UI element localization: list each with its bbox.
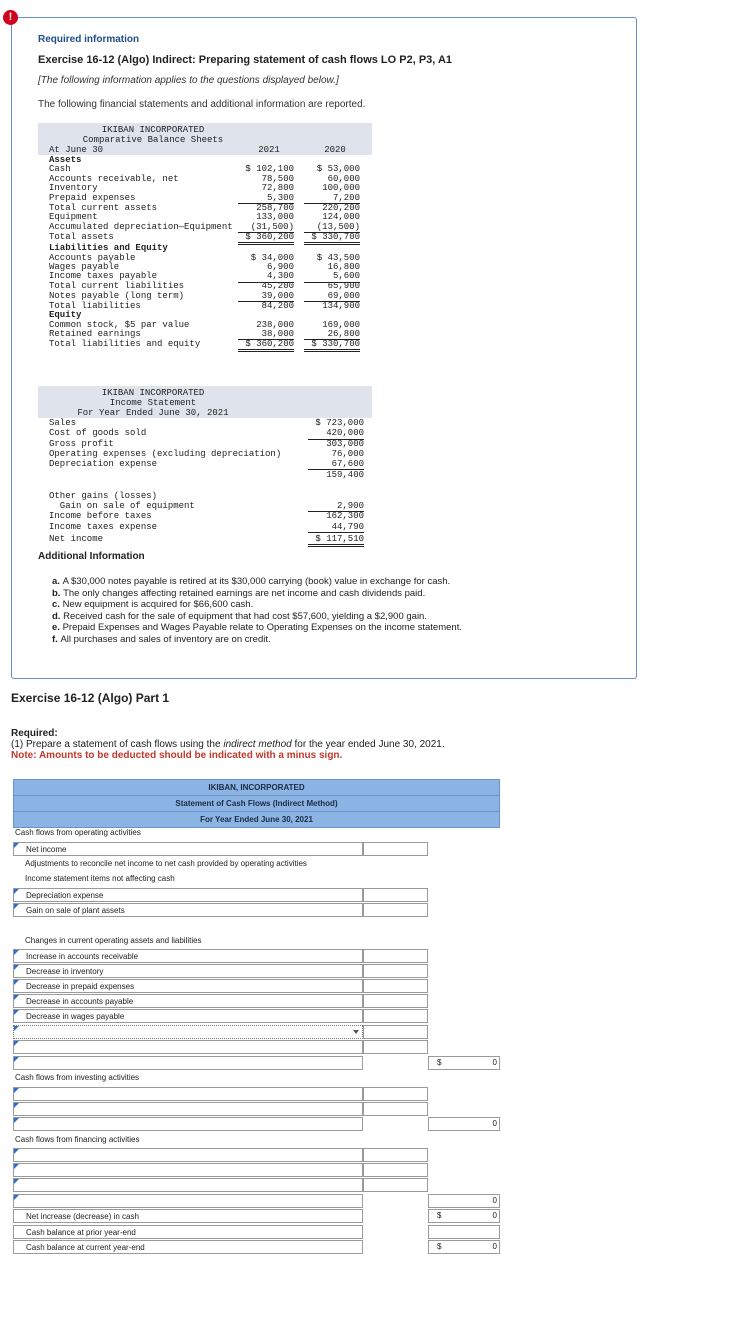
decrease-prepaid-amount[interactable] — [363, 979, 428, 993]
balance-sheet-value-2020: 134,900 — [322, 300, 360, 311]
financing-amount-2[interactable] — [363, 1163, 428, 1177]
income-statement-row-label: Income before taxes — [49, 511, 152, 522]
required-text: (1) Prepare a statement of cash flows using the indirect method for the year ended June 30, 2021. — [11, 739, 445, 750]
balance-sheet-value-2021: 72,800 — [261, 183, 294, 194]
operating-account-dropdown[interactable] — [13, 1025, 363, 1039]
income-statement-value: 159,400 — [326, 469, 364, 480]
additional-item — [52, 611, 462, 623]
balance-sheet-value-2020: 124,000 — [322, 212, 360, 223]
part-title: Exercise 16-12 (Algo) Part 1 — [11, 691, 170, 705]
decrease-prepaid-label: Decrease in prepaid expenses — [13, 979, 363, 993]
income-statement-value: 76,000 — [331, 448, 364, 459]
balance-sheet-value-2021: 39,000 — [238, 291, 294, 302]
form-row — [13, 964, 500, 978]
form-row — [13, 1133, 500, 1147]
additional-information-title: Additional Information — [38, 551, 145, 562]
column-2020: 2020 — [324, 145, 346, 155]
additional-item-key: f. — [52, 633, 61, 645]
balance-sheet-value-2021: 38,000 — [238, 329, 294, 340]
income-statement-value: $ 723,000 — [315, 418, 364, 428]
net-investing-label-input[interactable] — [13, 1117, 363, 1131]
balance-sheet-value-2020: 26,800 — [304, 329, 360, 340]
decrease-inventory-label: Decrease in inventory — [13, 964, 363, 978]
balance-sheet-row-label: Notes payable (long term) — [49, 290, 185, 301]
income-statement-row-label: Cost of goods sold — [49, 428, 147, 439]
balance-sheet-value-2020: 69,000 — [304, 291, 360, 302]
form-row — [13, 1025, 500, 1039]
form-row — [13, 1087, 500, 1101]
additional-item-text: Prepaid Expenses and Wages Payable relate to Operating Expenses on the income statement. — [62, 622, 462, 634]
required-label: Required: — [11, 728, 58, 739]
income-statement-value: 44,790 — [308, 522, 364, 533]
increase-ar-amount[interactable] — [363, 949, 428, 963]
adjustments-label: Adjustments to reconcile net income to net cash provided by operating activities — [25, 859, 307, 868]
form-row — [13, 1117, 500, 1131]
balance-sheet-row-label: Equipment — [49, 212, 98, 223]
additional-item — [52, 576, 462, 588]
balance-sheet-value-2020: 16,800 — [327, 261, 360, 272]
decrease-wages-label: Decrease in wages payable — [13, 1009, 363, 1023]
financing-amount-1[interactable] — [363, 1148, 428, 1162]
form-row — [13, 1209, 500, 1223]
balance-sheet-value-2021: $ 360,200 — [238, 339, 294, 352]
net-operating-label-input[interactable] — [13, 1056, 363, 1070]
net-investing-total-value: 0 — [492, 1119, 497, 1128]
additional-item-text: Received cash for the sale of equipment that had cost $57,600, yielding a $2,900 gain. — [63, 610, 427, 622]
balance-sheet-row-label: Wages payable — [49, 261, 120, 272]
balance-sheet-row-label: Total current assets — [49, 202, 158, 213]
balance-sheet-row-label: Accumulated depreciation—Equipment — [49, 221, 233, 232]
balance-sheet-value-2020: $ 330,700 — [304, 232, 360, 245]
balance-sheet-value-2020: 100,000 — [322, 183, 360, 194]
income-statement-title: Income Statement — [109, 398, 197, 408]
non-cash-items-label: Income statement items not affecting cash — [25, 874, 175, 883]
balance-sheet-date: At June 30 — [49, 145, 104, 155]
changes-label: Changes in current operating assets and liabilities — [25, 936, 202, 945]
cash-prior-amount[interactable] — [428, 1225, 500, 1239]
net-change-value: 0 — [492, 1211, 497, 1220]
income-statement-row-label: Income taxes expense — [49, 521, 158, 532]
balance-sheet-title: Comparative Balance Sheets — [82, 135, 224, 145]
income-statement-company: IKIBAN INCORPORATED — [101, 388, 205, 398]
income-statement-value: 2,900 — [308, 501, 364, 512]
balance-sheet-value-2020: 5,600 — [304, 271, 360, 282]
form-row — [13, 994, 500, 1008]
income-statement-period: For Year Ended June 30, 2021 — [77, 408, 229, 418]
depreciation-amount[interactable] — [363, 888, 428, 902]
applies-note: [The following information applies to the questions displayed below.] — [38, 75, 339, 86]
balance-sheet-value-2021: 4,300 — [238, 271, 294, 282]
additional-information-list — [52, 576, 462, 646]
operating-activities-header: Cash flows from operating activities — [15, 828, 141, 837]
balance-sheet-row-label: Total current liabilities — [49, 281, 185, 292]
financing-amount-3[interactable] — [363, 1178, 428, 1192]
form-row — [13, 1071, 500, 1085]
income-statement-value: 303,000 — [326, 438, 364, 449]
additional-item-key: e. — [52, 622, 63, 634]
income-statement-value: 162,300 — [326, 511, 364, 522]
balance-sheet-value-2020: 7,200 — [304, 193, 360, 204]
income-statement-row-label: Gross profit — [49, 438, 114, 449]
form-row — [13, 1148, 500, 1162]
net-financing-label-input[interactable] — [13, 1194, 363, 1208]
income-statement-value: 67,600 — [308, 459, 364, 470]
cash-flow-period: For Year Ended June 30, 2021 — [200, 815, 313, 824]
balance-sheet-value-2020: $ 43,500 — [316, 252, 360, 263]
financing-account-3[interactable] — [13, 1178, 363, 1192]
net-operating-total-value: 0 — [492, 1058, 497, 1067]
balance-sheet-row-label: Inventory — [49, 183, 98, 194]
balance-sheet-row-label: Retained earnings — [49, 329, 141, 340]
income-statement-value: $ 117,510 — [308, 534, 364, 547]
dollar-sign: $ — [437, 1058, 442, 1067]
additional-item — [52, 634, 462, 646]
balance-sheet-value-2021: $ 360,200 — [238, 232, 294, 245]
additional-item — [52, 622, 462, 634]
balance-sheet-value-2020: $ 330,700 — [304, 339, 360, 352]
operating-extra-amount[interactable] — [363, 1025, 428, 1039]
balance-sheet-value-2021: $ 102,100 — [245, 164, 294, 175]
income-statement-row-label: Other gains (losses) — [49, 490, 158, 501]
decrease-wages-amount[interactable] — [363, 1009, 428, 1023]
investing-amount-2[interactable] — [363, 1102, 428, 1116]
form-row — [13, 934, 500, 948]
balance-sheet-value-2020: (13,500) — [304, 222, 360, 233]
additional-item-text: New equipment is acquired for $66,600 cash. — [62, 599, 254, 611]
depreciation-expense-label: Depreciation expense — [13, 888, 363, 902]
additional-item-key: d. — [52, 610, 64, 622]
cash-current-value: 0 — [492, 1242, 497, 1251]
balance-sheet-value-2021: 258,700 — [256, 202, 294, 213]
income-statement-row-label: Depreciation expense — [49, 459, 158, 470]
form-row — [13, 1040, 500, 1054]
net-income-label: Net income — [13, 842, 363, 856]
dollar-sign: $ — [437, 1211, 442, 1220]
net-financing-total-value: 0 — [492, 1196, 497, 1205]
investing-account-1[interactable] — [13, 1087, 363, 1101]
form-row — [13, 826, 500, 840]
operating-extra-amount-2[interactable] — [363, 1040, 428, 1054]
form-row — [13, 903, 500, 917]
form-row — [13, 949, 500, 963]
balance-sheet-value-2021: 6,900 — [266, 261, 294, 272]
form-row — [13, 857, 500, 871]
balance-sheet-value-2021: 133,000 — [256, 212, 294, 223]
income-statement — [38, 386, 372, 544]
form-row — [13, 1240, 500, 1254]
balance-sheet-row-label: Prepaid expenses — [49, 192, 136, 203]
balance-sheet-value-2021: (31,500) — [238, 222, 294, 233]
form-row — [13, 918, 500, 932]
cash-flow-header — [13, 779, 500, 828]
investing-account-2[interactable] — [13, 1102, 363, 1116]
balance-sheet-row-label: Liabilities and Equity — [49, 243, 168, 254]
additional-item-key: a. — [52, 576, 63, 587]
form-row — [13, 888, 500, 902]
balance-sheet — [38, 123, 372, 350]
net-change-label: Net increase (decrease) in cash — [13, 1209, 363, 1223]
form-row — [13, 1163, 500, 1177]
balance-sheet-row-label: Accounts payable — [49, 252, 136, 263]
cash-current-label: Cash balance at current year-end — [13, 1240, 363, 1254]
chevron-down-icon — [353, 1030, 359, 1034]
income-statement-value: 420,000 — [308, 428, 364, 439]
form-row — [13, 979, 500, 993]
form-row — [13, 1009, 500, 1023]
operating-total-label-input[interactable] — [13, 1040, 363, 1054]
decrease-ap-label: Decrease in accounts payable — [13, 994, 363, 1008]
income-statement-row-label: Operating expenses (excluding depreciation) — [49, 448, 282, 459]
exercise-title: Exercise 16-12 (Algo) Indirect: Preparing statement of cash flows LO P2, P3, A1 — [38, 54, 453, 66]
investing-amount-1[interactable] — [363, 1087, 428, 1101]
form-row — [13, 1225, 500, 1239]
balance-sheet-value-2020: 220,200 — [322, 202, 360, 213]
additional-item-key: c. — [52, 599, 63, 611]
form-row — [13, 872, 500, 886]
balance-sheet-value-2020: 60,000 — [327, 173, 360, 184]
cash-flow-company: IKIBAN, INCORPORATED — [14, 780, 499, 796]
balance-sheet-row-label: Accounts receivable, net — [49, 173, 179, 184]
required-information-label: Required information — [38, 34, 140, 45]
balance-sheet-value-2021: $ 34,000 — [250, 252, 294, 263]
balance-sheet-row-label: Assets — [49, 155, 82, 165]
cash-flow-title: Statement of Cash Flows (Indirect Method) — [14, 796, 499, 812]
balance-sheet-row-label: Total assets — [49, 231, 114, 242]
cash-prior-label: Cash balance at prior year-end — [13, 1225, 363, 1239]
income-statement-row-label: Sales — [49, 418, 77, 428]
required-instructions — [11, 728, 445, 761]
additional-item — [52, 588, 462, 600]
column-2021: 2021 — [258, 145, 280, 155]
income-statement-row-label: Net income — [49, 534, 104, 544]
form-row — [13, 1194, 500, 1208]
balance-sheet-value-2020: $ 53,000 — [316, 164, 360, 175]
form-row — [13, 842, 500, 856]
balance-sheet-value-2021: 238,000 — [256, 319, 294, 330]
cash-flow-statement-form — [13, 779, 500, 1252]
balance-sheet-value-2020: 65,900 — [327, 281, 360, 292]
balance-sheet-value-2021: 45,200 — [261, 281, 294, 292]
financing-activities-header: Cash flows from financing activities — [15, 1135, 140, 1144]
balance-sheet-row-label: Income taxes payable — [49, 271, 158, 282]
additional-item-text: A $30,000 notes payable is retired at its $30,000 carrying (book) value in exchange for cash. — [62, 576, 451, 587]
balance-sheet-value-2021: 5,300 — [238, 193, 294, 204]
balance-sheet-row-label: Equity — [49, 310, 82, 321]
income-statement-row-label: Gain on sale of equipment — [49, 501, 195, 512]
decrease-inventory-amount[interactable] — [363, 964, 428, 978]
additional-item-text: All purchases and sales of inventory are on credit. — [60, 633, 271, 645]
balance-sheet-row-label: Total liabilities and equity — [49, 339, 201, 350]
decrease-ap-amount[interactable] — [363, 994, 428, 1008]
investing-activities-header: Cash flows from investing activities — [15, 1073, 140, 1082]
balance-sheet-row-label: Common stock, $5 par value — [49, 319, 190, 330]
additional-item-text: The only changes affecting retained earnings are net income and cash dividends paid. — [63, 587, 426, 599]
form-row — [13, 1102, 500, 1116]
net-income-amount[interactable] — [363, 842, 428, 856]
balance-sheet-value-2021: 78,500 — [261, 173, 294, 184]
gain-on-sale-label: Gain on sale of plant assets — [13, 903, 363, 917]
gain-on-sale-amount[interactable] — [363, 903, 428, 917]
balance-sheet-row-label: Cash — [49, 164, 71, 175]
intro-text: The following financial statements and additional information are reported. — [38, 99, 366, 110]
balance-sheet-row-label: Total liabilities — [49, 300, 141, 311]
form-row — [13, 1056, 500, 1070]
form-row — [13, 1178, 500, 1192]
financing-account-1[interactable] — [13, 1148, 363, 1162]
financing-account-2[interactable] — [13, 1163, 363, 1177]
balance-sheet-value-2020: 169,000 — [322, 319, 360, 330]
minus-sign-note: Note: Amounts to be deducted should be indicated with a minus sign. — [11, 750, 343, 761]
increase-ar-label: Increase in accounts receivable — [13, 949, 363, 963]
balance-sheet-value-2021: 84,200 — [261, 300, 294, 311]
dollar-sign: $ — [437, 1242, 442, 1251]
additional-item — [52, 599, 462, 611]
balance-sheet-company: IKIBAN INCORPORATED — [101, 125, 205, 135]
alert-icon: ! — [3, 10, 18, 25]
additional-item-key: b. — [52, 587, 64, 599]
